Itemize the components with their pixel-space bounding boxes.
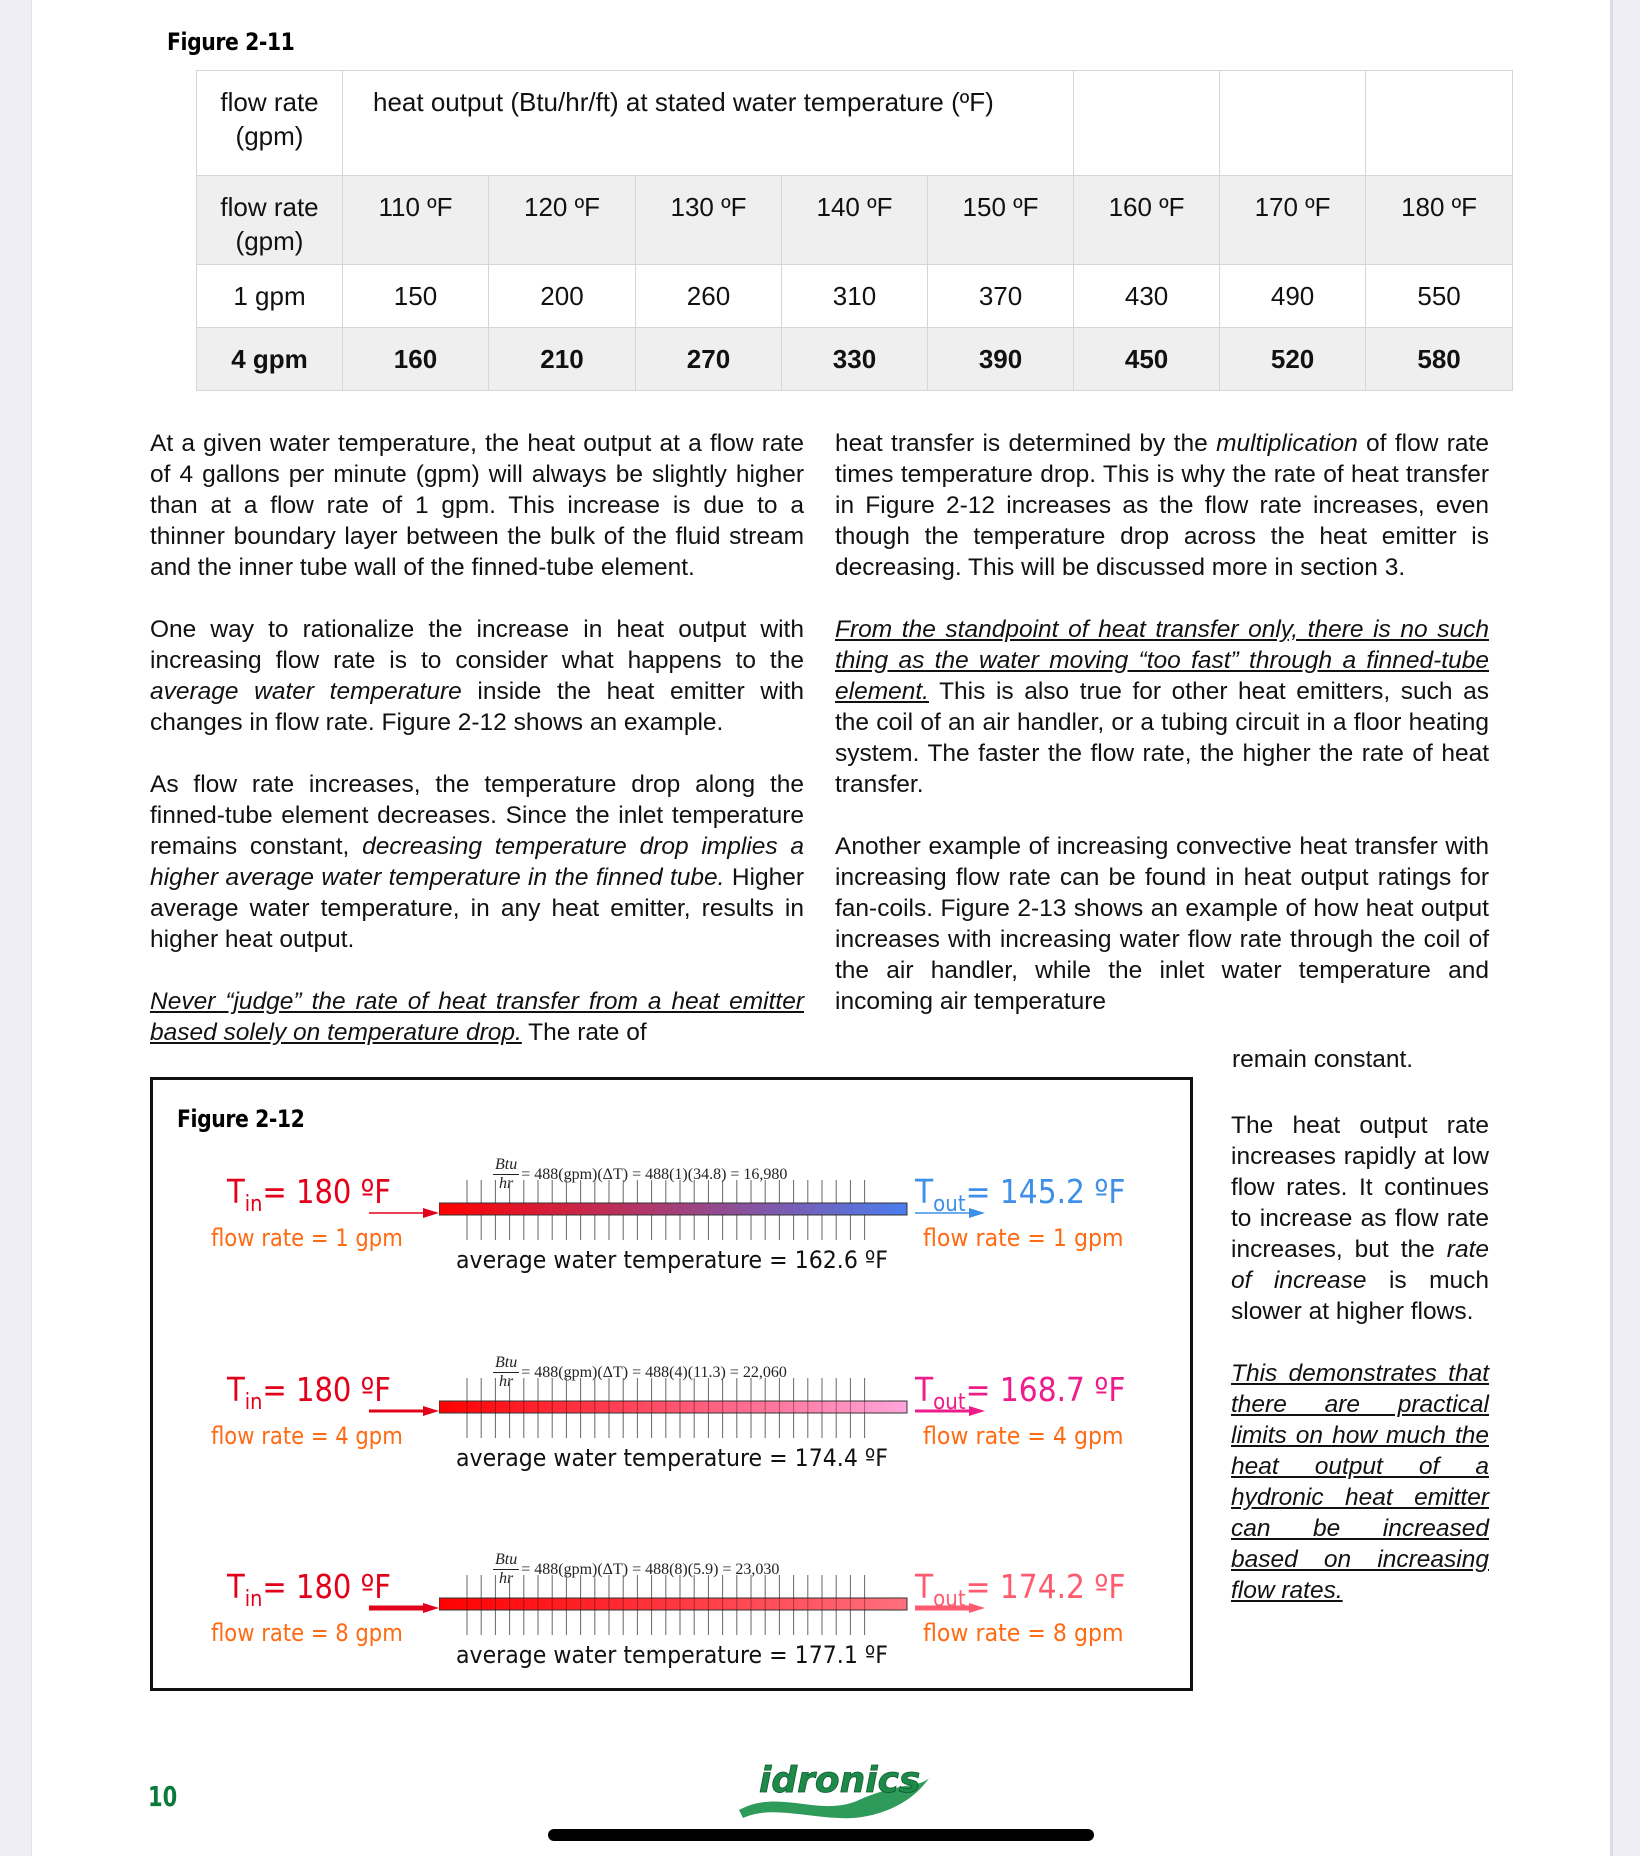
temp-value: = 168.7 ºF bbox=[965, 1370, 1126, 1409]
temp-value: = 180 ºF bbox=[262, 1172, 392, 1211]
temp-subscript: in bbox=[244, 1587, 263, 1612]
paragraph bbox=[150, 614, 804, 738]
temp-value: = 145.2 ºF bbox=[965, 1172, 1126, 1211]
paragraph bbox=[835, 428, 1489, 583]
flow-scenario-row bbox=[153, 1551, 1190, 1757]
temp-subscript: out bbox=[933, 1587, 966, 1612]
table-header-empty bbox=[1366, 71, 1513, 176]
flow-scenario-row bbox=[153, 1354, 1190, 1560]
outlet-arrow-icon bbox=[915, 1603, 985, 1613]
home-indicator[interactable] bbox=[548, 1829, 1094, 1841]
inlet-temperature bbox=[227, 1172, 391, 1217]
text-run: of flow rate times temperature drop. This is why the rate of heat transfer in Figure 2-12 increases as the flow rate increases, even though the temperature drop across the heat emitter is decreasing. This will be discussed more in section 3. bbox=[835, 430, 1489, 581]
inlet-flow-rate: flow rate = 8 gpm bbox=[211, 1619, 403, 1647]
finned-tube bbox=[439, 1575, 909, 1635]
paragraph bbox=[150, 986, 804, 1048]
value-cell: 150 bbox=[343, 265, 489, 328]
temp-symbol: T bbox=[915, 1172, 934, 1211]
formula-expression: = 488(gpm)(ΔT) = 488(8)(5.9) = 23,030 bbox=[521, 1560, 780, 1578]
temp-header-cell: 180 ºF bbox=[1366, 176, 1513, 265]
value-cell: 330 bbox=[782, 328, 928, 391]
figure-2-11-table bbox=[196, 70, 1513, 391]
temp-header-cell: 120 ºF bbox=[489, 176, 636, 265]
table-header-heat-output: heat output (Btu/hr/ft) at stated water temperature (ºF) bbox=[343, 71, 1074, 176]
temp-subscript: in bbox=[244, 1192, 263, 1217]
emphasis-text: rate of increase bbox=[1231, 1236, 1489, 1294]
table-header-row bbox=[197, 71, 1513, 176]
fraction-denominator: hr bbox=[498, 1570, 514, 1587]
value-cell: 550 bbox=[1366, 265, 1513, 328]
right-column-text bbox=[835, 428, 1489, 1017]
emphasis-text: decreasing temperature drop implies a higher average water temperature in the finned tube. bbox=[150, 833, 804, 891]
temp-header-cell: 150 ºF bbox=[928, 176, 1074, 265]
emphasis-text: multiplication bbox=[1216, 430, 1358, 457]
temp-header-cell: 130 ºF bbox=[636, 176, 782, 265]
paragraph bbox=[150, 769, 804, 955]
value-cell: 310 bbox=[782, 265, 928, 328]
text-run: This is also true for other heat emitters, such as the coil of an air handler, or a tubing circuit in a floor heating system. The faster the flow rate, the higher the rate of heat transfer. bbox=[835, 678, 1489, 798]
table-temp-row bbox=[197, 176, 1513, 265]
text-run: inside the heat emitter with changes in flow rate. Figure 2-12 shows an example. bbox=[150, 678, 804, 736]
value-cell: 210 bbox=[489, 328, 636, 391]
formula-expression: = 488(gpm)(ΔT) = 488(1)(34.8) = 16,980 bbox=[521, 1165, 788, 1183]
formula-expression: = 488(gpm)(ΔT) = 488(4)(11.3) = 22,060 bbox=[521, 1363, 787, 1381]
text-run: As flow rate increases, the temperature drop along the finned-tube element decreases. Since the inlet temperature remains constant, bbox=[150, 771, 804, 860]
temp-header-cell: 170 ºF bbox=[1220, 176, 1366, 265]
fraction-numerator: Btu bbox=[495, 1156, 518, 1173]
value-cell: 450 bbox=[1074, 328, 1220, 391]
inlet-flow-rate: flow rate = 4 gpm bbox=[211, 1422, 403, 1450]
value-cell: 430 bbox=[1074, 265, 1220, 328]
value-cell: 520 bbox=[1220, 328, 1366, 391]
value-cell: 160 bbox=[343, 328, 489, 391]
document-page bbox=[31, 0, 1613, 1856]
inlet-temperature bbox=[227, 1370, 391, 1415]
underlined-emphasis-text: This demonstrates that there are practical limits on how much the heat output of a hydronic heat emitter can be increased based on increasing flow rates. bbox=[1231, 1360, 1489, 1604]
average-water-temperature: average water temperature = 177.1 ºF bbox=[456, 1641, 888, 1669]
tube-body bbox=[439, 1203, 907, 1215]
average-water-temperature: average water temperature = 174.4 ºF bbox=[456, 1444, 888, 1472]
temp-symbol: T bbox=[227, 1567, 245, 1606]
value-cell: 260 bbox=[636, 265, 782, 328]
temp-header-cell: 140 ºF bbox=[782, 176, 928, 265]
inlet-arrow-icon bbox=[369, 1603, 439, 1613]
temp-subscript: out bbox=[933, 1390, 966, 1415]
emphasis-text: average water temperature bbox=[150, 678, 462, 705]
table-row bbox=[197, 328, 1513, 391]
figure-2-12-label: Figure 2-12 bbox=[177, 1105, 305, 1133]
text-run: is much slower at higher flows. bbox=[1231, 1267, 1489, 1325]
logo-text: idronics bbox=[759, 1760, 921, 1801]
temp-value: = 174.2 ºF bbox=[965, 1567, 1126, 1606]
inlet-arrow-icon bbox=[369, 1208, 439, 1218]
outlet-flow-rate: flow rate = 4 gpm bbox=[923, 1422, 1124, 1450]
figure-2-12 bbox=[150, 1077, 1193, 1691]
finned-tube bbox=[439, 1378, 909, 1438]
flow-rate-cell: 4 gpm bbox=[197, 328, 343, 391]
temp-symbol: T bbox=[915, 1567, 934, 1606]
outlet-flow-rate: flow rate = 1 gpm bbox=[923, 1224, 1124, 1252]
figure-2-11-label: Figure 2-11 bbox=[167, 28, 295, 56]
paragraph: Another example of increasing convective heat transfer with increasing flow rate can be found in heat output ratings for fan-coils. Figure 2-13 shows an example of how heat output increases with increasing water flow rate through the coil of the air handler, while the inlet water temperature and incoming air temperature bbox=[835, 833, 1489, 1015]
fraction-numerator: Btu bbox=[495, 1354, 518, 1371]
value-cell: 490 bbox=[1220, 265, 1366, 328]
paragraph-tail: remain constant. bbox=[1232, 1046, 1414, 1073]
finned-tube bbox=[439, 1180, 909, 1240]
table-header-flow-rate: flow rate (gpm) bbox=[197, 71, 343, 176]
value-cell: 390 bbox=[928, 328, 1074, 391]
outlet-arrow-icon bbox=[915, 1406, 985, 1416]
temp-value: = 180 ºF bbox=[262, 1567, 392, 1606]
temp-subscript: in bbox=[244, 1390, 263, 1415]
underlined-emphasis-text: Never “judge” the rate of heat transfer from a heat emitter based solely on temperature drop. bbox=[150, 988, 804, 1046]
temp-symbol: T bbox=[227, 1172, 245, 1211]
fraction-numerator: Btu bbox=[495, 1551, 518, 1568]
paragraph bbox=[1231, 1110, 1489, 1327]
text-run: The heat output rate increases rapidly at low flow rates. It continues to increase as flow rate increases, but the bbox=[1231, 1112, 1489, 1263]
table-temp-row-label: flow rate (gpm) bbox=[197, 176, 343, 265]
side-column-text bbox=[1231, 1110, 1489, 1606]
underlined-emphasis-text: From the standpoint of heat transfer only, there is no such thing as the water moving “too fast” through a finned-tube element. bbox=[835, 616, 1489, 705]
temp-subscript: out bbox=[933, 1192, 966, 1217]
paragraph bbox=[835, 614, 1489, 800]
value-cell: 580 bbox=[1366, 328, 1513, 391]
paragraph bbox=[1231, 1358, 1489, 1606]
text-run: One way to rationalize the increase in heat output with increasing flow rate is to consider what happens to the bbox=[150, 616, 804, 674]
value-cell: 270 bbox=[636, 328, 782, 391]
fraction-denominator: hr bbox=[498, 1175, 514, 1192]
outlet-arrow-icon bbox=[915, 1208, 985, 1218]
fraction-denominator: hr bbox=[498, 1373, 514, 1390]
left-column-text bbox=[150, 428, 804, 1048]
outlet-flow-rate: flow rate = 8 gpm bbox=[923, 1619, 1124, 1647]
temp-header-cell: 160 ºF bbox=[1074, 176, 1220, 265]
text-run: The rate of bbox=[521, 1019, 647, 1046]
table-row bbox=[197, 265, 1513, 328]
table-header-empty bbox=[1220, 71, 1366, 176]
table-header-empty bbox=[1074, 71, 1220, 176]
temp-header-cell: 110 ºF bbox=[343, 176, 489, 265]
page-number: 10 bbox=[148, 1780, 178, 1813]
paragraph: At a given water temperature, the heat output at a flow rate of 4 gallons per minute (gpm) will always be slightly higher than at a flow rate of 1 gpm. This increase is due to a thinner boundary layer between the bulk of the fluid stream and the inner tube wall of the finned-tube element. bbox=[150, 430, 804, 581]
temp-value: = 180 ºF bbox=[262, 1370, 392, 1409]
idronics-logo bbox=[729, 1748, 939, 1828]
average-water-temperature: average water temperature = 162.6 ºF bbox=[456, 1246, 888, 1274]
text-run: Higher average water temperature, in any heat emitter, results in higher heat output. bbox=[150, 864, 804, 953]
value-cell: 200 bbox=[489, 265, 636, 328]
flow-scenario-row bbox=[153, 1156, 1190, 1362]
inlet-flow-rate: flow rate = 1 gpm bbox=[211, 1224, 403, 1252]
temp-symbol: T bbox=[915, 1370, 934, 1409]
value-cell: 370 bbox=[928, 265, 1074, 328]
text-run: heat transfer is determined by the bbox=[835, 430, 1217, 457]
temp-symbol: T bbox=[227, 1370, 245, 1409]
flow-rate-cell: 1 gpm bbox=[197, 265, 343, 328]
inlet-temperature bbox=[227, 1567, 391, 1612]
inlet-arrow-icon bbox=[369, 1406, 439, 1416]
